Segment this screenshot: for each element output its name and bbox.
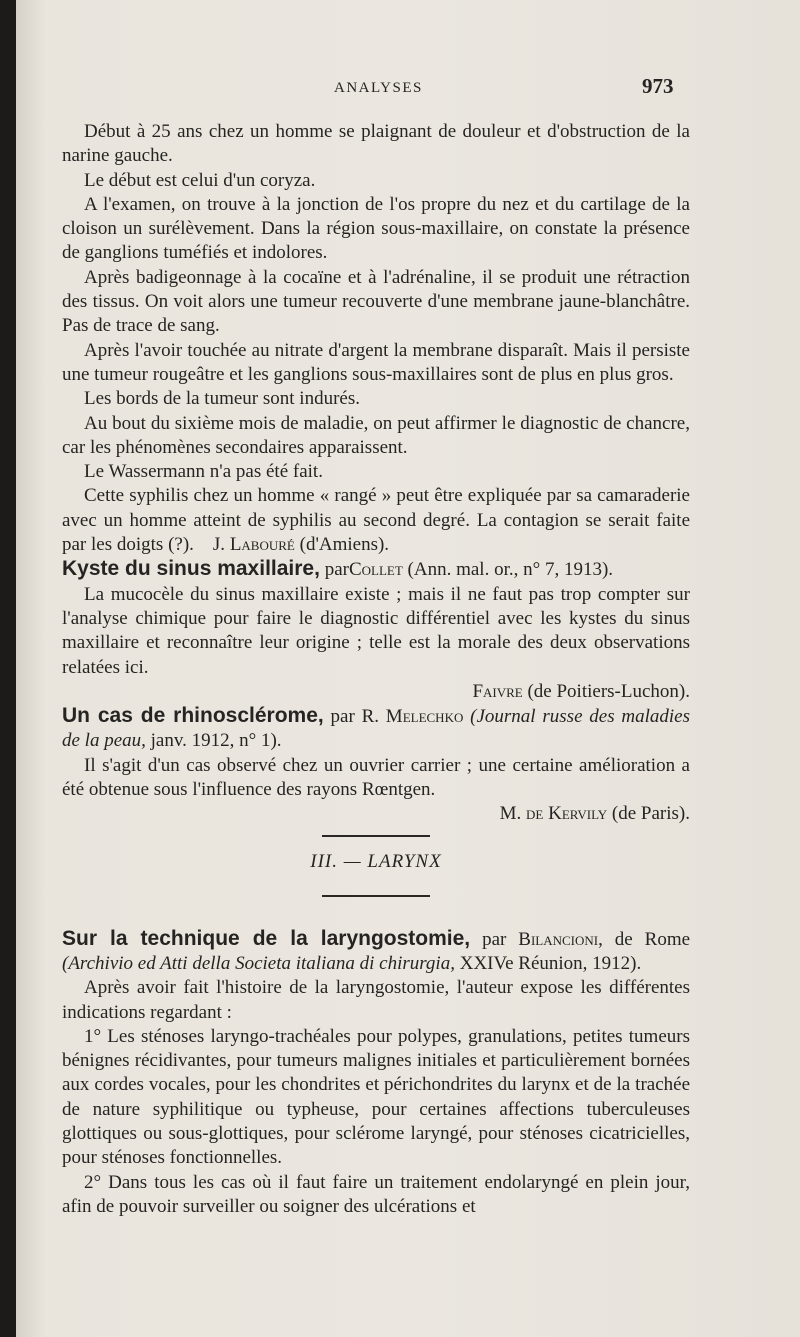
signature-name: Labouré	[229, 534, 295, 556]
paragraph: Le début est celui d'un coryza.	[84, 169, 316, 191]
article-title: Un cas de rhinosclérome,	[62, 704, 324, 728]
article-source-journal: (Archivio ed Atti della Societa italiana di chirurgia,	[62, 952, 455, 974]
article-by-2: de Rome	[614, 928, 691, 950]
article-author: Bilancioni,	[518, 928, 603, 950]
paragraph: Après l'avoir touchée au nitrate d'argent la membrane disparaît. Mais il persiste une tumeur rougeâtre et les ganglions sous-maxillaires sont de plus en plus gros.	[62, 339, 690, 385]
article-by: par R.	[330, 706, 379, 728]
article-heading	[62, 927, 690, 977]
page-header	[16, 72, 800, 102]
page-number: 973	[642, 74, 674, 98]
paragraph: A l'examen, on trouve à la jonction de l'os propre du nez et du cartilage de la cloison un surélèvement. Dans la région sous-maxillaire, on constate la présence de ganglions tuméfiés et indolores.	[62, 193, 690, 264]
running-title: ANALYSES	[334, 80, 423, 96]
article-author: Melechko	[385, 706, 464, 728]
signature-place: (de Paris).	[611, 803, 690, 825]
page-body	[62, 120, 690, 1219]
article-source: janv. 1912, n° 1).	[150, 730, 282, 752]
section-divider	[322, 835, 430, 837]
article-author: Collet	[348, 559, 403, 581]
article-source-journal: (Journal russe des maladies de la peau,	[62, 706, 691, 752]
paragraph: Après badigeonnage à la cocaïne et à l'adrénaline, il se produit une rétraction des tissus. On voit alors une tumeur recouverte d'une membrane jaune-blanchâtre. Pas de trace de sang.	[62, 266, 690, 337]
paragraph: Début à 25 ans chez un homme se plaignant de douleur et d'obstruction de la narine gauche.	[62, 121, 690, 167]
section-title: III. — LARYNX	[310, 850, 442, 872]
page	[16, 0, 800, 1337]
paragraph: Les bords de la tumeur sont indurés.	[84, 388, 360, 410]
article-by: par	[482, 928, 507, 950]
signature-initial: J.	[212, 534, 226, 556]
article-source: XXIVe Réunion, 1912).	[459, 952, 642, 974]
paragraph: Au bout du sixième mois de maladie, on peut affirmer le diagnostic de chancre, car les phénomènes secondaires apparaissent.	[62, 412, 690, 458]
signature-name: Faivre	[472, 680, 523, 702]
book-binding-edge	[0, 0, 16, 1337]
article-source: (Ann. mal. or., n° 7, 1913).	[407, 559, 614, 581]
signature-place: (d'Amiens).	[299, 534, 390, 556]
signature-place: (de Poitiers-Luchon).	[527, 680, 690, 702]
section-divider	[322, 895, 430, 897]
signature	[62, 802, 690, 826]
signature	[199, 534, 389, 555]
signature-initial: M.	[499, 803, 522, 825]
paragraph: Après avoir fait l'histoire de la laryngostomie, l'auteur expose les différentes indications regardant :	[62, 977, 690, 1023]
article-heading	[62, 704, 690, 754]
paragraph-text: Cette syphilis chez un homme « rangé » peut être expliquée par sa camaraderie avec un homme atteint de syphilis au second degré. La contagion se serait faite par les doigts (?).	[62, 485, 690, 556]
paragraph: La mucocèle du sinus maxillaire existe ; mais il ne faut pas trop compter sur l'analyse chimique pour faire le diagnostic différentiel avec les kystes du sinus maxillaire et reconnaître leur origine ; telle est la morale des deux observations relatées ici.	[62, 583, 690, 678]
paragraph	[62, 484, 690, 557]
article-title: Sur la technique de la laryngostomie,	[62, 926, 471, 950]
signature	[62, 680, 690, 704]
list-item: 1° Les sténoses laryngo-trachéales pour polypes, granulations, petites tumeurs bénignes récidivantes, pour tumeurs malignes initiales et particulièrement bornées aux cordes vocales, pour les chondrites et périchondrites du larynx et de la trachée de nature syphilitique ou typheuse, pour certaines affections tuberculeuses glottiques ou sous-glottiques, pour sclérome laryngé, pour sténoses cicatricielles, pour sténoses fonctionnelles.	[62, 1025, 690, 1169]
signature-name: de Kervily	[526, 803, 608, 825]
paragraph: Le Wassermann n'a pas été fait.	[84, 461, 323, 483]
article-heading	[62, 557, 690, 582]
paragraph: Il s'agit d'un cas observé chez un ouvrier carrier ; une certaine amélioration a été obtenue sous l'influence des rayons Rœntgen.	[62, 754, 690, 801]
list-item: 2° Dans tous les cas où il faut faire un traitement endolaryngé en plein jour, afin de pouvoir surveiller ou soigner des ulcérations et	[62, 1171, 690, 1217]
article-by: par	[324, 559, 349, 581]
article-title: Kyste du sinus maxillaire,	[62, 557, 320, 581]
